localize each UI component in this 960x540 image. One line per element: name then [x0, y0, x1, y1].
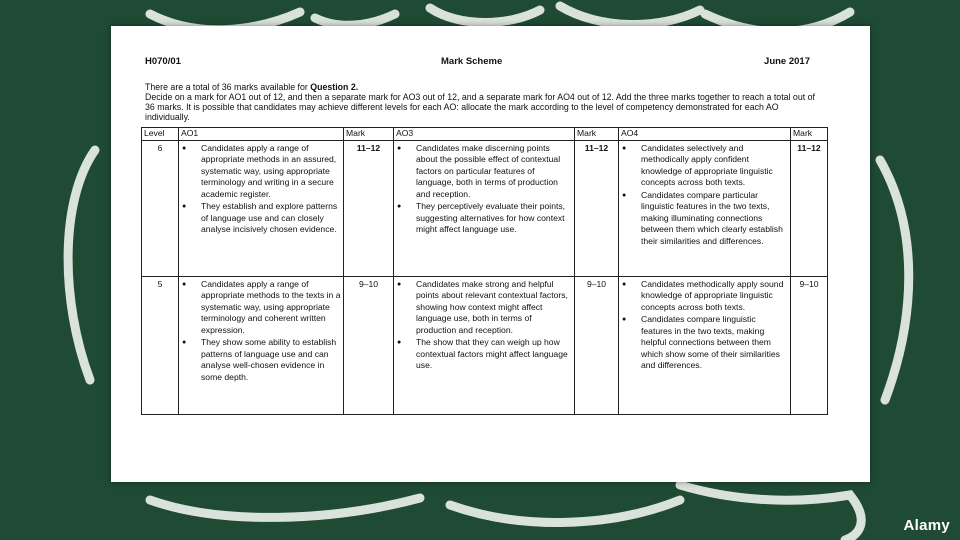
total-marks-line: There are a total of 36 marks available for Question 2. — [145, 82, 359, 92]
mark-range: 9–10 — [344, 276, 394, 414]
mark-range: 9–10 — [575, 276, 619, 414]
document-title: Mark Scheme — [441, 56, 503, 67]
document-code: H070/01 — [145, 56, 181, 67]
ao1-criteria — [179, 140, 344, 276]
ao3-criteria — [394, 140, 575, 276]
criterion: ● Candidates compare particular linguistic features in the two texts, making illuminating connections between them which clearly establish their similarities and differences. — [641, 190, 788, 248]
column-header-level: Level — [142, 128, 179, 141]
ao1-criteria — [179, 276, 344, 414]
table-header-row — [142, 128, 828, 141]
column-header-mark: Mark — [791, 128, 828, 141]
mark-scheme-table — [141, 127, 828, 415]
level-cell: 6 — [142, 140, 179, 276]
criterion: ● The show that they can weigh up how contextual factors might affect language use. — [416, 337, 572, 372]
mark-range: 11–12 — [575, 140, 619, 276]
mark-range: 9–10 — [791, 276, 828, 414]
column-header-mark: Mark — [575, 128, 619, 141]
instructions-paragraph: Decide on a mark for AO1 out of 12, and then a separate mark for AO3 out of 12, and a separate mark for AO4 out of 12. Add the three marks together to reach a total out of 36 marks. It is possible that candidates may achieve different levels for each AO: allocate the mark according to the level of competency demonstrated for each AO individually. — [145, 92, 815, 122]
column-header-ao1: AO1 — [179, 128, 344, 141]
criterion: ● Candidates make discerning points about the possible effect of contextual factors on particular features of language, both in terms of production and reception. — [416, 143, 572, 201]
criterion: ● Candidates make strong and helpful points about relevant contextual factors, showing how context might affect language use, both in terms of production and reception. — [416, 279, 572, 337]
mark-range: 11–12 — [344, 140, 394, 276]
ao4-criteria — [619, 140, 791, 276]
mark-scheme-page — [111, 26, 870, 482]
criterion: ● Candidates selectively and methodically apply confident knowledge of appropriate linguistic concepts across both texts. — [641, 143, 788, 189]
question-label: Question 2. — [310, 82, 359, 92]
ao3-criteria — [394, 276, 575, 414]
criterion: ● Candidates apply a range of appropriate methods in an assured, systematic way, using appropriate terminology and writing in a secure academic register. — [201, 143, 341, 201]
table-row — [142, 140, 828, 276]
alamy-watermark: Alamy — [903, 517, 950, 534]
column-header-mark: Mark — [344, 128, 394, 141]
document-date: June 2017 — [764, 56, 810, 67]
criterion: ● They establish and explore patterns of language use and can closely analyse incisively chosen evidence. — [201, 201, 341, 236]
table-row — [142, 276, 828, 414]
criterion: ● They show some ability to establish patterns of language use and can analyse well-chosen evidence in some depth. — [201, 337, 341, 383]
criterion: ● Candidates methodically apply sound knowledge of appropriate linguistic concepts across both texts. — [641, 279, 788, 314]
column-header-ao3: AO3 — [394, 128, 575, 141]
criterion: ● Candidates compare linguistic features in the two texts, making helpful connections between them which show some of their similarities and differences. — [641, 314, 788, 372]
column-header-ao4: AO4 — [619, 128, 791, 141]
ao4-criteria — [619, 276, 791, 414]
criterion: ● Candidates apply a range of appropriate methods to the texts in a systematic way, using appropriate terminology and coherent written expression. — [201, 279, 341, 337]
instructions — [145, 82, 825, 122]
mark-range: 11–12 — [791, 140, 828, 276]
criterion: ● They perceptively evaluate their points, suggesting alternatives for how context might affect language use. — [416, 201, 572, 236]
level-cell: 5 — [142, 276, 179, 414]
